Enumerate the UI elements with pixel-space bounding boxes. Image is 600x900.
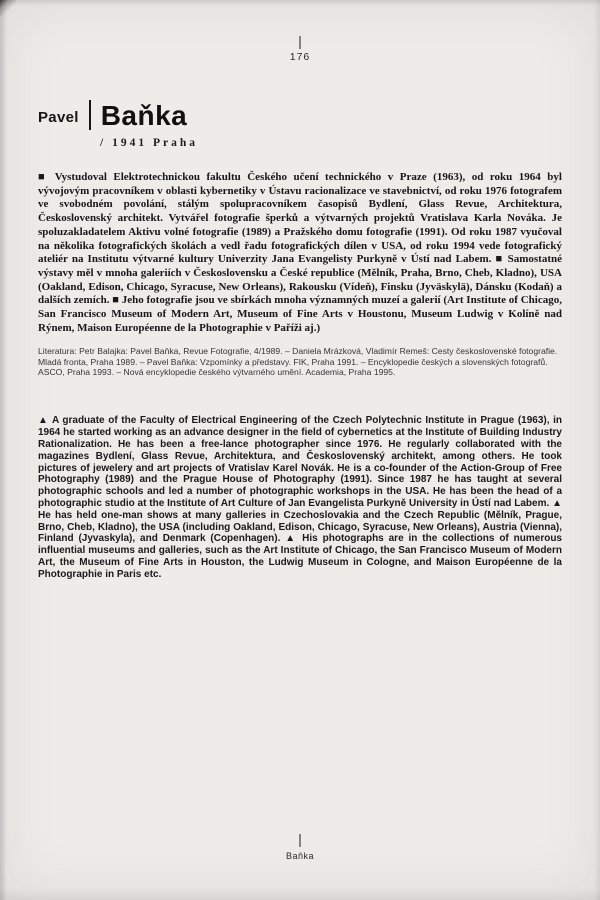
bottom-crop-mark [300,834,301,847]
author-name-row [38,100,562,130]
author-first-name: Pavel [38,109,79,126]
author-header [38,100,562,149]
english-bio-paragraph: ▲ A graduate of the Faculty of Electrical Engineering of the Czech Polytechnic Institute in Prague (1963), in 1964 he started working as an advance designer in the field of cybernetics at the Institute of Building Industry Rationalization. He has been a free-lance photographer since 1976. He regularly collaborated with the magazines Bydlení, Glass Revue, Architektura, and Československý architekt, among others. He took pictures of jewelery and art projects of Vratislav Karel Novák. He is a co-founder of the Action-Group of Free Photography (1989) and the Prague House of Photography (1991). Since 1987 he has taught at several photographic schools and led a number of photographic workshops in the USA. He has been the head of a photographic studio at the Institute of Art Culture of Jan Evangelista Purkyně University in Ústí nad Labem. ▲ He has held one-man shows at many galleries in Czechoslovakia and the Czech Republic (Mělník, Prague, Brno, Cheb, Kladno), the USA (including Oakland, Edison, Chicago, Syracuse, New Orleans), Austria (Vienna), Finland (Jyvaskyla), and Denmark (Copenhagen). ▲ His photographs are in the collections of numerous influential museums and galleries, such as the Art Institute of Chicago, the San Francisco Museum of Modern Art, the Museum of Fine Arts in Houston, the Ludwig Museum in Cologne, and Maison Européenne de la Photographie in Paris etc. [38,415,562,580]
page-content [38,160,562,590]
header-divider [89,100,91,130]
footer-name: Baňka [285,851,315,861]
czech-bio-paragraph: ■ Vystudoval Elektrotechnickou fakultu Českého učení technického v Praze (1963), od roku 1964 byl vývojovým pracovníkem v oblasti kybernetiky v Ústavu racionalizace ve stavebnictví, od roku 1976 fotografem ve svobodném povolání, stálým spolupracovníkem časopisů Bydlení, Glass Revue, Architektura, Československý architekt. Vytvářel fotografie šperků a výtvarných projektů Vratislava Karla Nováka. Je spoluzakladatelem Aktivu volné fotografie (1989) a Pražského domu fotografie (1991). Od roku 1987 vyučoval na několika fotografických školách a vedl řadu fotografických dílen v USA, od roku 1994 vede fotografický ateliér na Institutu výtvarné kultury Univerzity Jana Evangelisty Purkyně v Ústí nad Labem. ■ Samostatné výstavy měl v mnoha galeriích v Československu a České republice (Mělník, Praha, Brno, Cheb, Kladno), USA (Oakland, Edison, Chicago, Syracuse, New Orleans), Rakousku (Vídeň), Finsku (Jyväskylä), Dánsku (Kodaň) a dalších zemích. ■ Jeho fotografie jsou ve sbírkách mnoha významných muzeí a galerií (Art Institute of Chicago, San Francisco Museum of Modern Art, Museum of Fine Arts v Houstonu, Museum Ludwig v Kolíně nad Rýnem, Maison Européenne de la Photographie v Paříži aj.) [38,171,562,334]
author-last-name: Baňka [100,100,188,131]
author-birth-line: / 1941 Praha [100,137,198,149]
page-number: 176 [289,51,311,63]
top-crop-mark [300,36,301,49]
scan-artifact-corner [0,0,16,16]
literature-references: Literatura: Petr Balajka: Pavel Baňka, Revue Fotografie, 4/1989. – Daniela Mrázková, Vladimír Remeš: Cesty československé fotografie. Mladá fronta, Praha 1989. – Pavel Baňka: Vzpomínky a představy. FIK, Praha 1991. – Encyklopedie českých a slovenských fotografů. ASCO, Praha 1993. – Nová encyklopedie českého výtvarného umění. Academia, Praha 1995. [38,346,558,378]
